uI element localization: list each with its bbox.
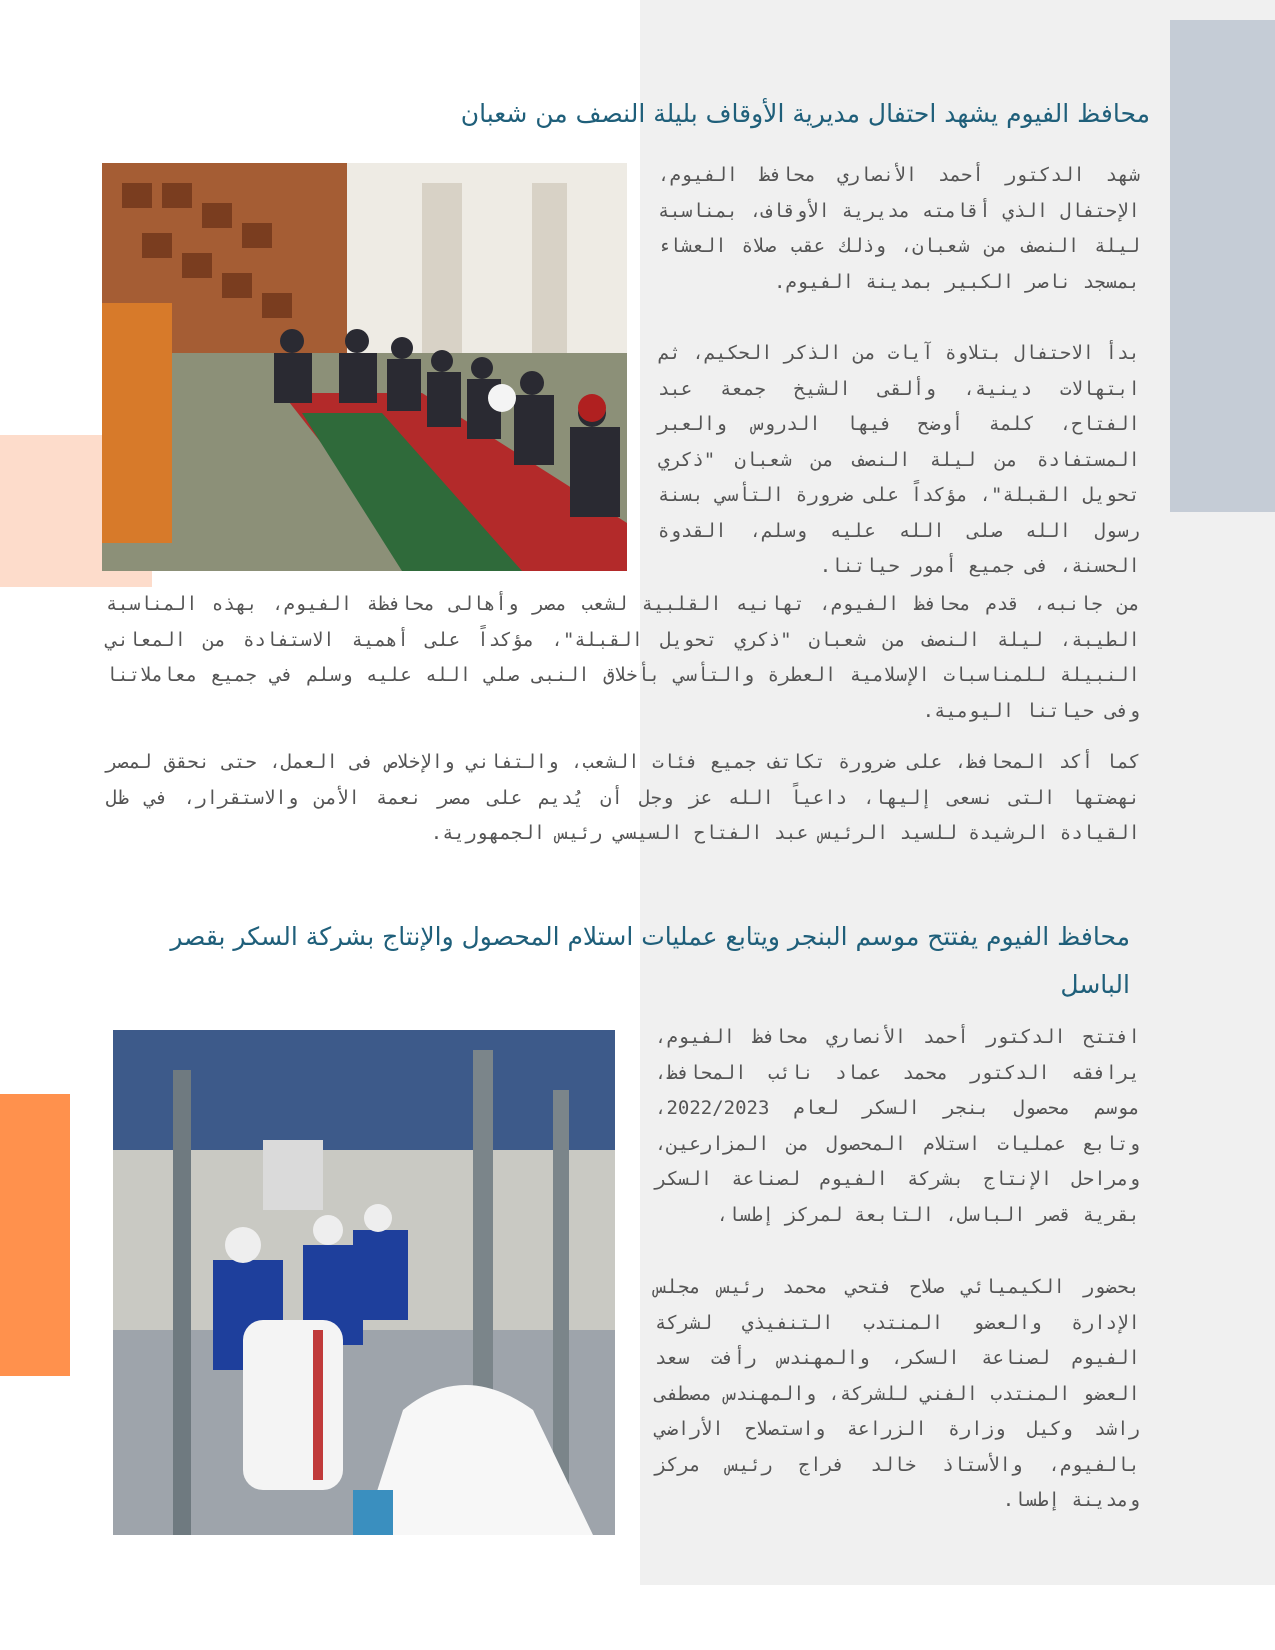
orange-accent-block (0, 1094, 70, 1376)
article1-paragraph-4: كما أكد المحافظ، على ضرورة تكاتف جميع فئات الشعب، والتفاني والإخلاص فى العمل، حتى نحقق لمصر نهضتها التى نسعى إليها، داعياً الله عز وجل أن يُديم على مصر نعمة الأمن والاستقرار، في ظل القيادة الرشيدة للسيد الرئيس عبد الفتاح السيسي رئيس الجمهورية. (106, 751, 1140, 844)
gray-accent-block (1170, 20, 1275, 512)
article1-paragraph-2: بدأ الاحتفال بتلاوة آيات من الذكر الحكيم، ثم ابتهالات دينية، وألقى الشيخ جمعة عبد الفتاح، كلمة أوضح فيها الدروس والعبر المستفادة من ليلة النصف من شعبان "ذكري تحويل القبلة"، مؤكداً على ضرورة التأسي بسنة رسول الله صلى الله عليه وسلم، القدوة الحسنة، فى جميع أمور حياتنا. (658, 342, 1140, 577)
mosque-celebration-photo (102, 163, 627, 571)
article2-paragraph-1: افتتح الدكتور أحمد الأنصاري محافظ الفيوم، يرافقه الدكتور محمد عماد نائب المحافظ، موسم محصول بنجر السكر لعام 2022/2023، وتابع عمليات استلام المحصول من المزارعين، ومراحل الإنتاج بشركة الفيوم لصناعة السكر بقرية قصر الباسل، التابعة لمركز إطسا، (655, 1026, 1140, 1226)
article1-paragraph-1: شهد الدكتور أحمد الأنصاري محافظ الفيوم، الإحتفال الذي أقامته مديرية الأوقاف، بمناسبة ليلة النصف من شعبان، وذلك عقب صلاة العشاء بمسجد ناصر الكبير بمدينة الفيوم. (658, 164, 1140, 293)
article1-paragraph-3: من جانبه، قدم محافظ الفيوم، تهانيه القلبية لشعب مصر وأهالى محافظة الفيوم، بهذه المناسبة الطيبة، ليلة النصف من شعبان "ذكري تحويل القبلة"، مؤكداً على أهمية الاستفادة من المعاني النبيلة للمناسبات الإسلامية العطرة والتأسي بأخلاق النبى صلي الله عليه وسلم في جميع معاملاتنا وفى حياتنا اليومية. (106, 593, 1140, 722)
article2-paragraph-2: بحضور الكيميائي صلاح فتحي محمد رئيس مجلس الإدارة والعضو المنتدب التنفيذي لشركة الفيوم لصناعة السكر، والمهندس رأفت سعد العضو المنتدب الفني للشركة، والمهندس مصطفى راشد وكيل وزارة الزراعة واستصلاح الأراضي بالفيوم، والأستاذ خالد فراج رئيس مركز ومدينة إطسا. (655, 1276, 1140, 1511)
article2-heading: محافظ الفيوم يفتتح موسم البنجر ويتابع عمليات استلام المحصول والإنتاج بشركة السكر بقصر الباسل (170, 922, 1130, 999)
article1-heading: محافظ الفيوم يشهد احتفال مديرية الأوقاف بليلة النصف من شعبان (460, 99, 1150, 128)
sugar-factory-photo (113, 1030, 615, 1535)
